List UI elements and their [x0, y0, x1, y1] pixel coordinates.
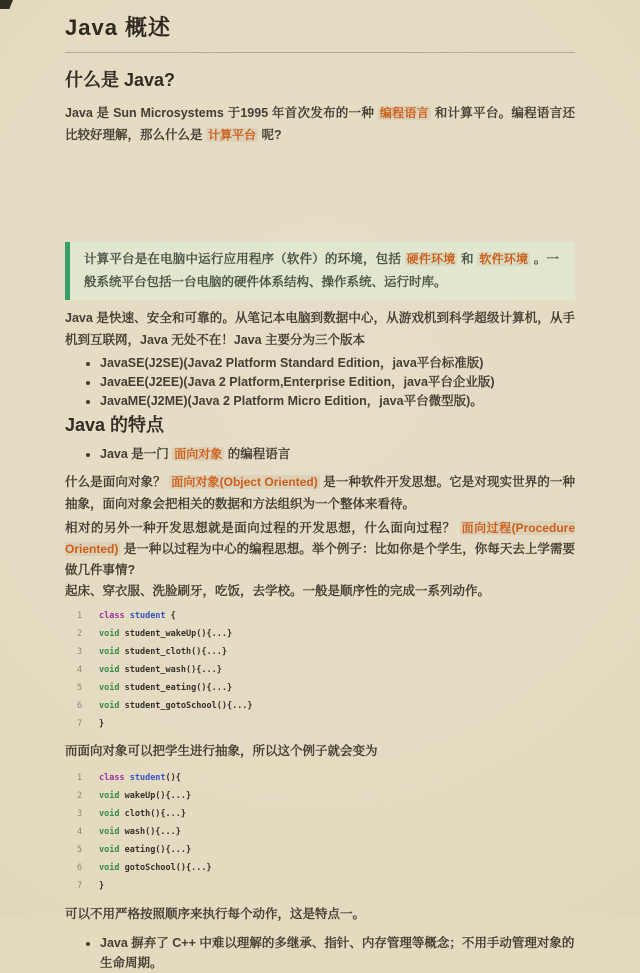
line-number: 4	[77, 665, 83, 675]
line-number: 3	[77, 647, 83, 657]
line-number: 7	[77, 719, 83, 729]
keyword-void: void	[99, 809, 120, 819]
class-name: student	[129, 611, 166, 621]
inline-code-procedure-oriented: 面向过程(Procedure Oriented)	[65, 521, 575, 556]
code-text: cloth(){...}	[119, 809, 187, 819]
code-text: {	[165, 611, 176, 621]
line-number: 1	[77, 773, 83, 783]
class-name: student	[129, 773, 166, 783]
pop-definition-paragraph	[65, 518, 575, 581]
platform-blockquote	[65, 242, 575, 300]
code-line	[77, 786, 575, 804]
code-line	[77, 822, 575, 840]
line-number: 3	[77, 809, 83, 819]
oop-transform-paragraph: 而面向对象可以把学生进行抽象，所以这个例子就会变为	[65, 744, 378, 758]
code-text: student_eating(){...}	[119, 683, 233, 693]
code-line	[77, 840, 575, 858]
keyword-void: void	[99, 863, 120, 873]
code-line	[77, 624, 575, 642]
title-divider	[65, 52, 575, 53]
list-item-cpp: • Java 摒弃了 C++ 中难以理解的多继承、指针、内存管理等概念；不用手动管理对象的生命周期。	[100, 933, 575, 973]
code-line	[77, 660, 575, 678]
text-segment: Java 是 Sun Microsystems 于1995 年首次发布的一种	[65, 106, 378, 120]
order-note-paragraph: 可以不用严格按照顺序来执行每个动作，这是特点一。	[65, 907, 366, 921]
code-text: wash(){...}	[119, 827, 181, 837]
code-text: student_cloth(){...}	[119, 647, 227, 657]
text-segment: 相对的另外一种开发思想就是面向过程的开发思想，什么面向过程？	[65, 521, 460, 535]
line-number: 5	[77, 845, 83, 855]
text-segment: 和计算平台。编程语言还比较好理解，那么什么是	[65, 106, 575, 142]
line-number: 2	[77, 629, 83, 639]
line-number: 4	[77, 827, 83, 837]
inline-code-object-oriented: 面向对象	[174, 447, 223, 461]
code-text: student_gotoSchool(){...}	[119, 701, 253, 711]
inline-code-software-env: 软件环境	[479, 252, 529, 266]
code-line	[77, 606, 575, 624]
text-segment: Java 是一门	[100, 447, 173, 461]
cpp-comparison-list	[65, 933, 575, 973]
keyword-class: class	[99, 773, 130, 783]
inline-code-object-oriented-en: 面向对象(Object Oriented)	[171, 475, 318, 489]
list-item-javame: • JavaME(J2ME)(Java 2 Platform Micro Edition，java平台微型版)。	[100, 392, 575, 411]
code-text: student_wash(){...}	[119, 665, 222, 675]
inline-code-programming-language: 编程语言	[379, 106, 429, 120]
code-block-procedural	[65, 606, 575, 732]
keyword-void: void	[99, 665, 120, 675]
line-number: 7	[77, 881, 83, 891]
text-segment: 是一种软件开发思想。它是对现实世界的一种抽象，面向对象会把相关的数据和方法组织为一个整体来看待。	[65, 475, 575, 511]
blockquote-paragraph	[84, 248, 559, 294]
code-text: }	[99, 881, 105, 891]
list-item-javase: • JavaSE(J2SE)(Java2 Platform Standard Edition，java平台标准版)	[100, 354, 575, 373]
inline-code-hardware-env: 硬件环境	[406, 252, 456, 266]
code-line	[77, 768, 575, 786]
keyword-void: void	[99, 827, 120, 837]
inline-code-computing-platform: 计算平台	[207, 128, 256, 142]
text-segment: 。一般系统平台包括一台电脑的硬件体系结构、操作系统、运行时库。	[84, 252, 559, 289]
line-number: 2	[77, 791, 83, 801]
code-line	[77, 678, 575, 696]
line-number: 1	[77, 611, 83, 621]
text-segment: 的编程语言	[224, 447, 291, 461]
feature-list	[65, 444, 575, 464]
keyword-void: void	[99, 845, 120, 855]
code-text: student_wakeUp(){...}	[119, 629, 233, 639]
routine-paragraph: 起床、穿衣服、洗脸刷牙，吃饭，去学校。一般是顺序性的完成一系列动作。	[65, 584, 491, 598]
list-item-oop	[100, 444, 575, 464]
keyword-void: void	[99, 683, 120, 693]
text-segment: 计算平台是在电脑中运行应用程序（软件）的环境，包括	[84, 252, 405, 266]
keyword-void: void	[99, 647, 120, 657]
line-number: 6	[77, 701, 83, 711]
text-segment: 呢?	[258, 128, 282, 142]
code-line	[77, 858, 575, 876]
code-block-oop	[65, 768, 575, 894]
line-number: 5	[77, 683, 83, 693]
code-text: eating(){...}	[119, 845, 192, 855]
heading-java-features: Java 的特点	[65, 415, 165, 435]
text-segment: 什么是面向对象？	[65, 475, 170, 489]
line-number: 6	[77, 863, 83, 873]
document-content	[65, 0, 575, 973]
heading-what-is-java: 什么是 Java?	[65, 70, 176, 90]
code-line	[77, 696, 575, 714]
keyword-void: void	[99, 629, 120, 639]
java-everywhere-paragraph: Java 是快速、安全和可靠的。从笔记本电脑到数据中心，从游戏机到科学超级计算机，从手机到互联网，Java 无处不在！Java 主要分为三个版本	[65, 311, 575, 347]
text-segment: 是一种以过程为中心的编程思想。举个例子：比如你是个学生，你每天去上学需要做几件事情?	[65, 542, 575, 577]
text-segment: 和	[457, 252, 478, 266]
code-text: wakeUp(){...}	[119, 791, 192, 801]
oop-definition-paragraph	[65, 471, 575, 515]
code-text: }	[99, 719, 105, 729]
intro-paragraph	[65, 102, 575, 146]
page-title: Java 概述	[65, 15, 172, 40]
keyword-void: void	[99, 791, 120, 801]
code-line	[77, 804, 575, 822]
code-text: gotoSchool(){...}	[119, 863, 212, 873]
corner-artifact	[0, 0, 13, 9]
code-line	[77, 642, 575, 660]
list-item-javaee: • JavaEE(J2EE)(Java 2 Platform,Enterprise Edition，java平台企业版)	[100, 373, 575, 392]
code-line	[77, 714, 575, 732]
code-line	[77, 876, 575, 894]
code-text: (){	[165, 773, 181, 783]
keyword-class: class	[99, 611, 130, 621]
keyword-void: void	[99, 701, 120, 711]
java-editions-list	[65, 354, 575, 411]
